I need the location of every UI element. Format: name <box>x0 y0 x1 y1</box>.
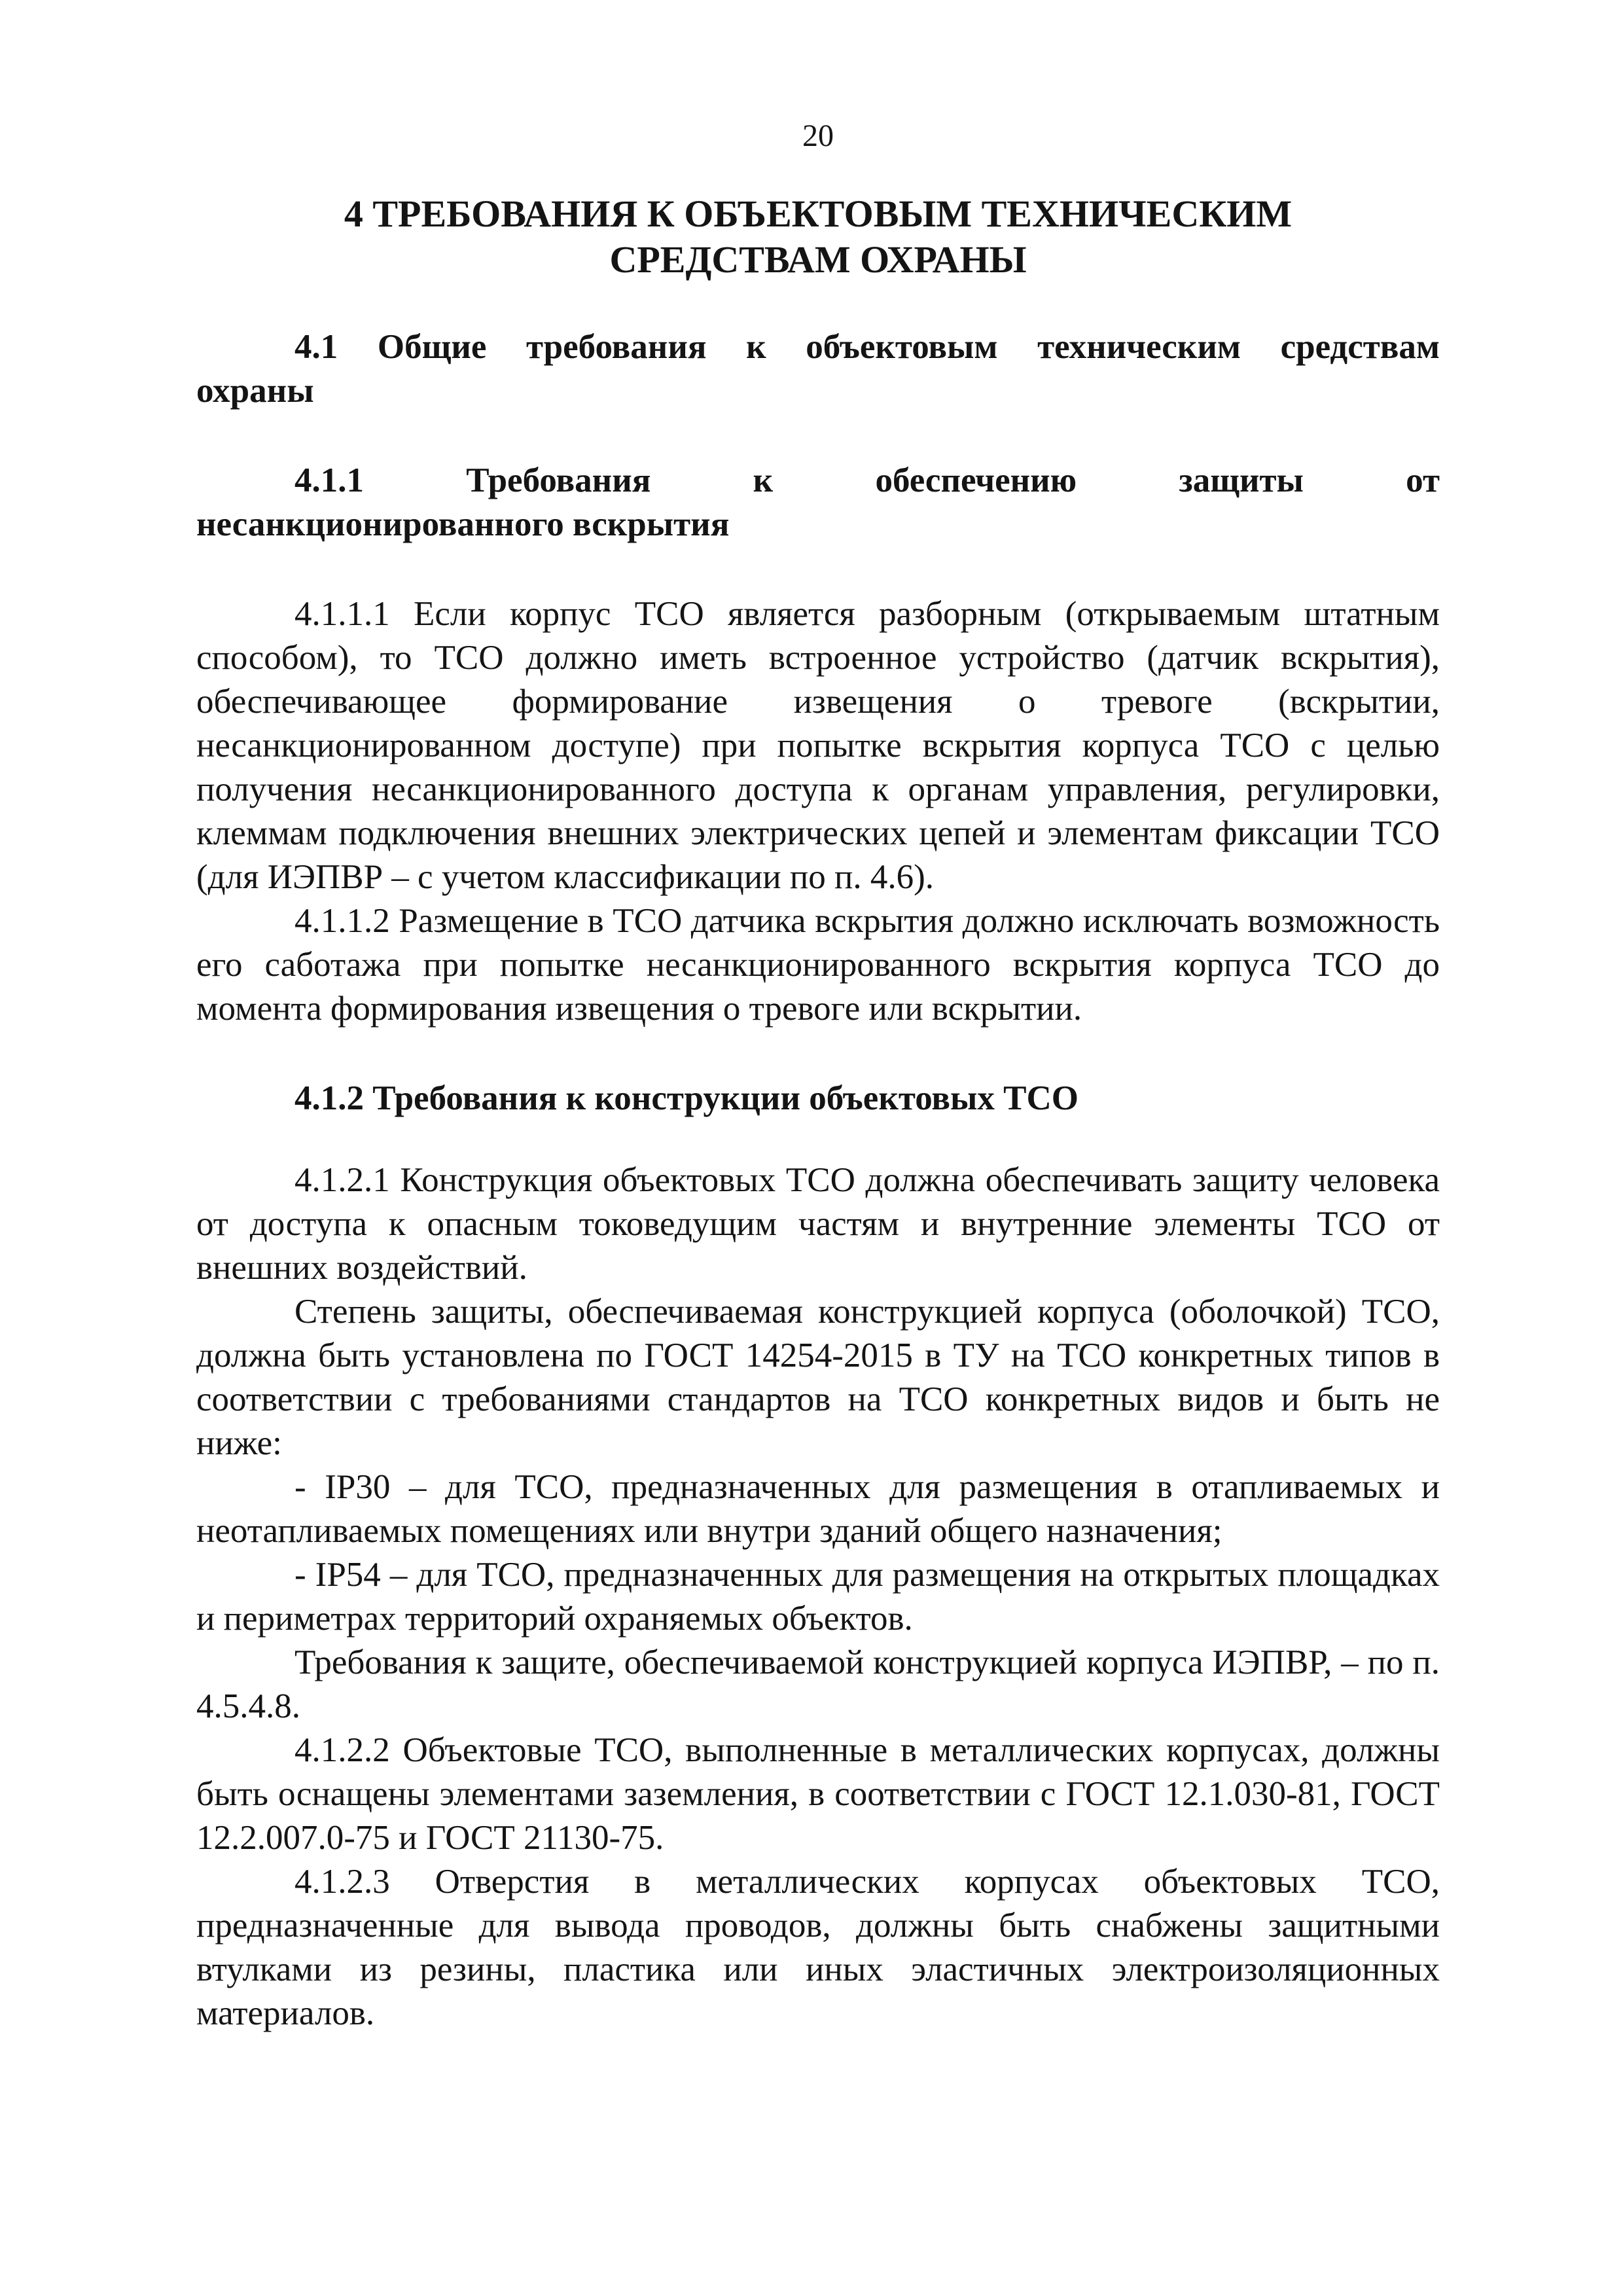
section-heading-4-1-line-1: 4.1 Общие требования к объектовым техническим средствам <box>294 328 1440 366</box>
section-heading-4-1-1-line-2: несанкционированного вскрытия <box>196 505 730 543</box>
chapter-title-line-1: 4 ТРЕБОВАНИЯ К ОБЪЕКТОВЫМ ТЕХНИЧЕСКИМ <box>344 192 1293 235</box>
chapter-title <box>196 191 1440 283</box>
section-heading-4-1-1 <box>196 459 1440 547</box>
section-heading-4-1-line-2: охраны <box>196 372 314 410</box>
page-number: 20 <box>802 118 834 153</box>
paragraph-4-1-1-1: 4.1.1.1 Если корпус ТСО является разборным (открываемым штатным способом), то ТСО должно иметь встроенное устройство (датчик вскрытия), обеспечивающее формирование извещения о тревоге (вскрытии, несанкционированном доступе) при попытке вскрытия корпуса ТСО с целью получения несанкционированного доступа к органам управления, регулировки, клеммам подключения внешних электрических цепей и элементам фиксации ТСО (для ИЭПВР – с учетом классификации по п. 4.6). <box>196 595 1440 896</box>
document-body <box>196 325 1440 2036</box>
paragraph-iepvr-reference: Требования к защите, обеспечиваемой конструкцией корпуса ИЭПВР, – по п. 4.5.4.8. <box>196 1643 1440 1725</box>
paragraph-4-1-2-1: 4.1.2.1 Конструкция объектовых ТСО должна обеспечивать защиту человека от доступа к опасным токоведущим частям и внутренние элементы ТСО от внешних воздействий. <box>196 1161 1440 1287</box>
section-heading-4-1 <box>196 325 1440 413</box>
paragraph-4-1-2-2: 4.1.2.2 Объектовые ТСО, выполненные в металлических корпусах, должны быть оснащены элементами заземления, в соответствии с ГОСТ 12.1.030-81, ГОСТ 12.2.007.0-75 и ГОСТ 21130-75. <box>196 1731 1440 1857</box>
list-item-ip54: - IP54 – для ТСО, предназначенных для размещения на открытых площадках и периметрах территорий охраняемых объектов. <box>196 1556 1440 1638</box>
section-heading-4-1-1-line-1: 4.1.1 Требования к обеспечению защиты от <box>294 461 1440 499</box>
section-heading-4-1-2: 4.1.2 Требования к конструкции объектовых ТСО <box>294 1079 1079 1117</box>
paragraph-4-1-2-3: 4.1.2.3 Отверстия в металлических корпусах объектовых ТСО, предназначенные для вывода проводов, должны быть снабжены защитными втулками из резины, пластика или иных эластичных электроизоляционных материалов. <box>196 1863 1440 2032</box>
document-page <box>196 0 1440 2296</box>
paragraph-4-1-1-2: 4.1.1.2 Размещение в ТСО датчика вскрытия должно исключать возможность его саботажа при попытке несанкционированного вскрытия корпуса ТСО до момента формирования извещения о тревоге или вскрытии. <box>196 902 1440 1028</box>
paragraph-protection-degree: Степень защиты, обеспечиваемая конструкцией корпуса (оболочкой) ТСО, должна быть установлена по ГОСТ 14254-2015 в ТУ на ТСО конкретных типов в соответствии с требованиями стандартов на ТСО конкретных видов и быть не ниже: <box>196 1293 1440 1462</box>
list-item-ip30: - IP30 – для ТСО, предназначенных для размещения в отапливаемых и неотапливаемых помещениях или внутри зданий общего назначения; <box>196 1468 1440 1550</box>
chapter-title-line-2: СРЕДСТВАМ ОХРАНЫ <box>609 238 1027 281</box>
